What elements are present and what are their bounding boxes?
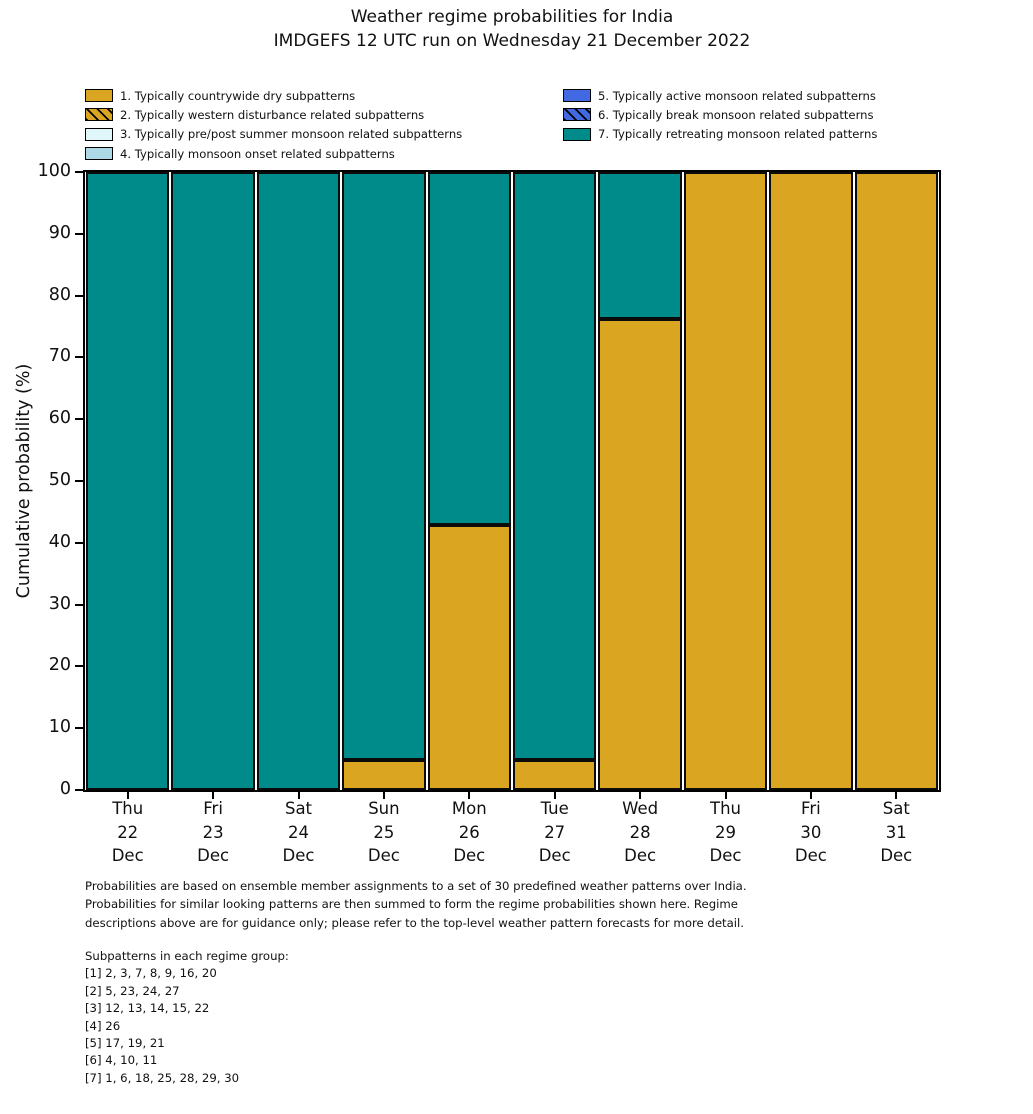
y-axis-tick-label: 30	[48, 593, 71, 614]
footer-note-line: Probabilities for similar looking patterns are then summed to form the regime probabilities shown here. Regime	[85, 897, 738, 912]
bar-segment	[513, 760, 596, 790]
x-axis-label-line: 27	[544, 822, 566, 842]
y-axis-tick	[75, 789, 83, 791]
x-axis-label-line: 23	[202, 822, 224, 842]
footer-note-line: Probabilities are based on ensemble member assignments to a set of 30 predefined weather patterns over India.	[85, 879, 747, 893]
page-subtitle: IMDGEFS 12 UTC run on Wednesday 21 December 2022	[273, 31, 751, 51]
bar-segment	[171, 172, 254, 790]
bar-segment	[428, 525, 511, 790]
x-axis-label-line: Mon	[451, 799, 487, 818]
bar-segment	[598, 172, 681, 319]
y-axis-tick-label: 20	[48, 655, 71, 676]
x-axis-label-line: Sat	[284, 799, 313, 818]
x-axis-label	[424, 797, 514, 868]
bar-segment	[428, 172, 511, 525]
x-axis-label-line: Dec	[880, 846, 913, 865]
y-axis-tick-label: 0	[59, 779, 71, 799]
page-title: Weather regime probabilities for India	[350, 7, 674, 27]
x-axis-label-line: Sun	[368, 799, 400, 818]
legend-label: 5. Typically active monsoon related subpatterns	[598, 88, 876, 103]
x-axis-label	[339, 797, 429, 868]
x-axis-label	[168, 797, 258, 868]
legend-swatch-icon	[563, 89, 591, 102]
x-axis-label-line: Dec	[197, 846, 230, 865]
y-axis-tick-label: 10	[48, 717, 71, 738]
x-axis-label	[510, 797, 600, 868]
bar-segment	[769, 172, 852, 790]
subpatterns-block	[85, 948, 585, 1087]
y-axis-tick	[75, 727, 83, 729]
x-axis-label-line: Dec	[624, 846, 657, 865]
legend-swatch-icon	[85, 147, 113, 160]
y-axis-tick	[75, 604, 83, 606]
x-axis-label	[681, 797, 771, 868]
legend-label: 2. Typically western disturbance related subpatterns	[120, 107, 425, 122]
x-axis-label-line: Dec	[538, 846, 571, 865]
x-axis-label-line: Dec	[794, 846, 827, 865]
y-axis-title: Cumulative probability (%)	[14, 363, 34, 599]
x-axis-label	[766, 797, 856, 868]
legend-item	[563, 105, 877, 124]
y-axis-tick-label: 100	[37, 161, 71, 181]
y-axis-tick-label: 40	[48, 531, 71, 552]
bar-segment	[513, 172, 596, 760]
x-axis-label-line: 28	[629, 822, 651, 842]
legend-label: 1. Typically countrywide dry subpatterns	[120, 88, 356, 103]
bar-segment	[684, 172, 767, 790]
x-axis-label-line: 30	[800, 822, 822, 842]
subpatterns-line: [7] 1, 6, 18, 25, 28, 29, 30	[85, 1070, 240, 1085]
legend-item	[85, 144, 462, 163]
legend-label: 3. Typically pre/post summer monsoon related subpatterns	[120, 127, 463, 142]
legend-item	[563, 86, 877, 105]
x-axis-label	[851, 797, 941, 868]
legend-swatch-icon	[563, 128, 591, 141]
legend-swatch-icon	[85, 128, 113, 141]
y-axis-tick	[75, 418, 83, 420]
x-axis-label-line: 29	[715, 822, 736, 842]
legend-column-right	[563, 86, 877, 144]
x-axis-label-line: Fri	[801, 799, 821, 818]
footer-note-line: descriptions above are for guidance only; please refer to the top-level weather pattern forecasts for more detail.	[85, 915, 744, 930]
legend-item	[85, 86, 462, 105]
x-axis-label-line: Thu	[112, 799, 144, 818]
x-axis-label-line: 25	[373, 822, 395, 842]
bar-segment	[598, 319, 681, 790]
subpatterns-line: [1] 2, 3, 7, 8, 9, 16, 20	[85, 966, 217, 981]
y-axis-tick	[75, 542, 83, 544]
legend-item	[85, 105, 462, 124]
legend-swatch-icon	[85, 89, 113, 102]
x-axis-label	[83, 797, 173, 868]
subpatterns-line: [5] 17, 19, 21	[85, 1036, 165, 1051]
legend-column-left	[85, 86, 462, 163]
x-axis-label-line: Dec	[282, 846, 315, 865]
y-axis-tick-label: 80	[48, 284, 71, 305]
legend-swatch-icon	[563, 108, 591, 121]
bar-segment	[342, 172, 425, 760]
x-axis-label-line: Thu	[710, 799, 741, 818]
legend-item	[85, 125, 462, 144]
subpatterns-line: [3] 12, 13, 14, 15, 22	[85, 1001, 210, 1016]
legend-label: 6. Typically break monsoon related subpatterns	[598, 107, 874, 122]
x-axis-label-line: Dec	[367, 846, 400, 865]
x-axis-label	[254, 797, 344, 868]
bar-segment	[342, 760, 425, 790]
legend-swatch-icon	[85, 108, 113, 121]
y-axis-tick	[75, 295, 83, 297]
bar-segment	[257, 172, 340, 790]
x-axis-label-line: Tue	[540, 799, 569, 818]
y-axis-tick	[75, 665, 83, 667]
subpatterns-line: [6] 4, 10, 11	[85, 1053, 158, 1068]
x-axis-label	[595, 797, 685, 868]
y-axis-tick-label: 70	[48, 346, 71, 367]
x-axis-label-line: 22	[117, 822, 139, 842]
y-axis-tick	[75, 480, 83, 482]
x-axis-label-line: Fri	[203, 799, 223, 818]
legend-item	[563, 125, 877, 144]
subpatterns-header: Subpatterns in each regime group:	[85, 949, 289, 963]
bar-segment	[86, 172, 169, 790]
y-axis-tick-label: 60	[48, 408, 71, 429]
plot-area	[85, 172, 939, 790]
y-axis-tick-label: 90	[48, 222, 71, 243]
y-axis-tick	[75, 233, 83, 235]
footer-note	[85, 877, 955, 932]
x-axis-label-line: Sat	[882, 799, 910, 818]
legend-label: 7. Typically retreating monsoon related patterns	[598, 127, 878, 142]
x-axis-label-line: Dec	[453, 846, 486, 865]
y-axis-tick-label: 50	[48, 470, 71, 490]
legend-label: 4. Typically monsoon onset related subpatterns	[120, 146, 395, 161]
bar-segment	[855, 172, 938, 790]
x-axis-label-line: 31	[885, 822, 907, 842]
subpatterns-line: [4] 26	[85, 1018, 121, 1033]
x-axis-label-line: 24	[288, 822, 309, 842]
y-axis-tick	[75, 356, 83, 358]
x-axis-label-line: Wed	[622, 799, 659, 818]
x-axis-label-line: 26	[458, 822, 480, 842]
x-axis-label-line: Dec	[709, 846, 742, 865]
x-axis-label-line: Dec	[111, 846, 144, 865]
y-axis-tick	[75, 171, 83, 173]
subpatterns-line: [2] 5, 23, 24, 27	[85, 983, 180, 998]
